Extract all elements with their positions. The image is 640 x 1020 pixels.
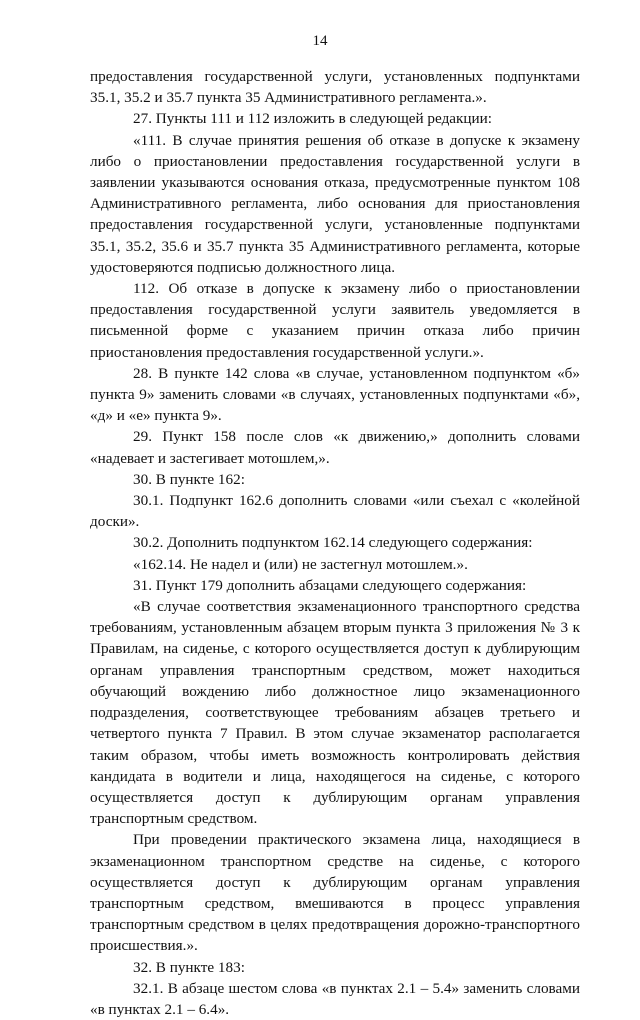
paragraph-item-30-2: 30.2. Дополнить подпунктом 162.14 следующего содержания: xyxy=(133,534,533,552)
paragraph-quote-111: «111. В случае принятия решения об отказе в допуске к экзамену либо о приостановлении предоставления государственной услуги в заявлении указываются основания отказа, предусмотренные пунктом 108 Административного регламента, либо основания для приостановления предоставления государственной услуги, установленные подпунктами 35.1, 35.2, 35.6 и 35.7 пункта 35 Административного регламента, которые удостоверяются подписью должностного лица. xyxy=(90,131,580,276)
paragraph-item-30-1: 30.1. Подпункт 162.6 дополнить словами «или съехал с «колейной доски». xyxy=(90,492,580,531)
paragraph-item-32: 32. В пункте 183: xyxy=(133,958,245,976)
paragraph-item-32-1: 32.1. В абзаце шестом слова «в пунктах 2.1 – 5.4» заменить словами «в пунктах 2.1 – 6.4». xyxy=(90,979,580,1018)
paragraph-quote-179-a: «В случае соответствия экзаменационного транспортного средства требованиям, установленным абзацем вторым пункта 3 приложения № 3 к Правилам, на сиденье, с которого осуществляется доступ к дублирующим органам управления транспортным средством, может находиться обучающий вождению либо должностное лицо экзаменационного подразделения, соответствующее требованиям абзацев третьего и четвертого пункта 7 Правил. В этом случае экзаменатор располагается таким образом, чтобы иметь возможность контролировать действия кандидата в водители и лица, находящегося на сиденье, с которого осуществляется доступ к дублирующим органам управления транспортным средством. xyxy=(90,598,580,828)
paragraph-item-31: 31. Пункт 179 дополнить абзацами следующего содержания: xyxy=(133,576,527,594)
paragraph-continuation: предоставления государственной услуги, установленных подпунктами 35.1, 35.2 и 35.7 пункта 35 Административного регламента.». xyxy=(90,68,580,107)
paragraph-item-29: 29. Пункт 158 после слов «к движению,» дополнить словами «надевает и застегивает мотошлем,». xyxy=(90,428,580,467)
paragraph-item-27: 27. Пункты 111 и 112 изложить в следующей редакции: xyxy=(133,110,493,128)
document-body xyxy=(90,66,580,1020)
paragraph-quote-112: 112. Об отказе в допуске к экзамену либо о приостановлении предоставления государственной услуги заявитель уведомляется в письменной форме с указанием причин отказа либо причин приостановления предоставления государственной услуги.». xyxy=(90,280,580,361)
paragraph-quote-162-14: «162.14. Не надел и (или) не застегнул мотошлем.». xyxy=(133,555,468,573)
page-number: 14 xyxy=(312,33,328,49)
paragraph-item-30: 30. В пункте 162: xyxy=(133,470,245,488)
paragraph-item-28: 28. В пункте 142 слова «в случае, установленном подпунктом «б» пункта 9» заменить словами «в случаях, установленных подпунктами «б», «д» и «е» пункта 9». xyxy=(90,364,580,425)
paragraph-quote-179-b: При проведении практического экзамена лица, находящиеся в экзаменационном транспортном средстве на сиденье, с которого осуществляется доступ к дублирующим органам управления транспортным средством, вмешиваются в процесс управления транспортным средством в целях предотвращения дорожно-транспортного происшествия.». xyxy=(90,831,580,955)
